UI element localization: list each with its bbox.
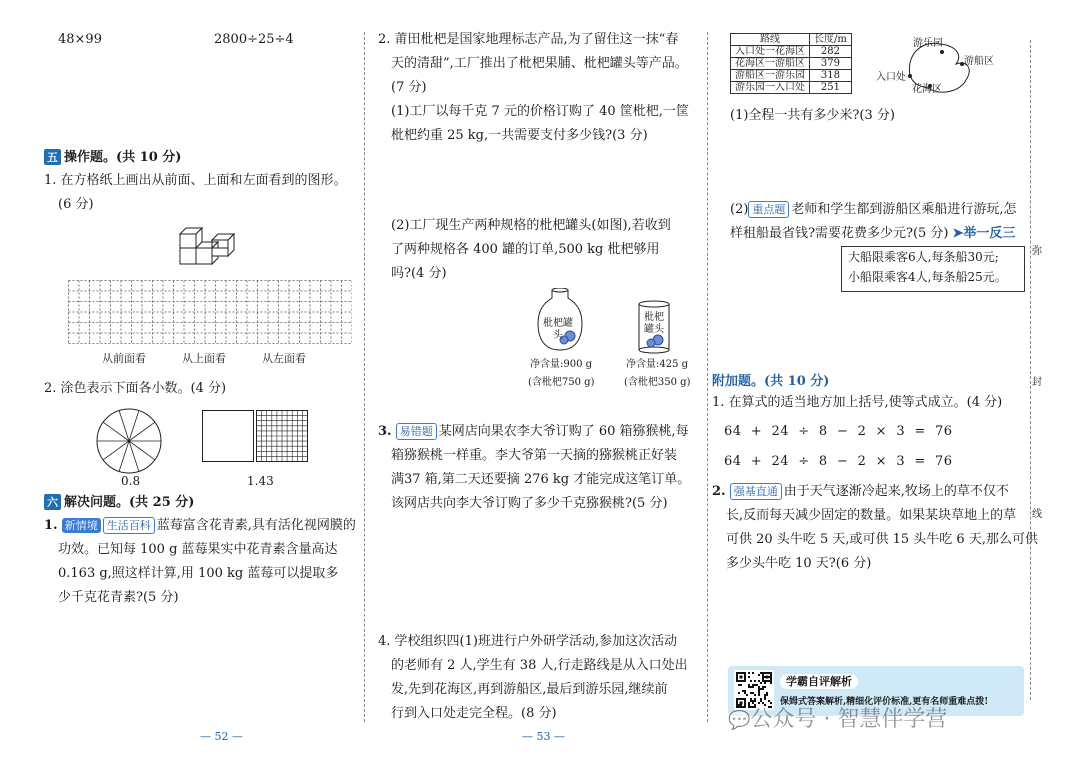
watermark-text: 公众号 · 智慧伴学营 [750,707,948,732]
grid-paper[interactable] [68,280,352,344]
page-number-middle: — 53 — [522,730,565,743]
jar-1-fruit: (含枇杷750 g) [528,377,595,388]
problem-text: 蓝莓富含花青素,具有活化视网膜的 [156,518,356,533]
extra-heading [712,370,829,389]
problem-text: 少千克花青素?(5 分) [58,590,179,605]
jar-2-fruit: (含枇杷350 g) [624,377,691,388]
table-row [731,58,852,70]
map-park-label: 游乐园 [913,38,943,49]
question-text: 老师和学生都到游船区乘船进行游玩,怎 [791,202,1017,217]
route-cell: 游乐园一入口处 [731,82,810,94]
problem-1-line: 1. 新情境 生活百科 蓝莓富含花青素,具有活化视网膜的 [44,518,356,533]
cube-figure [172,224,238,274]
length-cell: 251 [810,82,852,94]
problem-text: (2)工厂现生产两种规格的枇杷罐头(如图),若收到 [391,218,671,233]
top-expression-1: 48×99 [58,32,102,47]
section-5-heading [44,146,181,165]
jar-1-net: 净含量:900 g [530,359,593,370]
boat-big-price: 大船限乘客6人,每条船30元; [848,250,999,264]
decimal-value-2: 1.43 [247,474,274,488]
question-text: (1)全程一共有多少米?(3 分) [730,108,895,123]
question-text: 长,反而每天减少固定的数量。如果某块草地上的草 [726,508,1017,523]
question-text: 多少头牛吃 10 天?(6 分) [726,556,872,571]
length-cell: 379 [810,58,852,70]
problem-text: 箱猕猴桃一样重。李大爷第一天摘的猕猴桃正好装 [391,448,678,463]
question-2-line: (2) 重点题 老师和学生都到游船区乘船进行游玩,怎 [730,202,1017,217]
tag-new-context: 新情境 [62,518,101,533]
margin-char: 弥 [1032,246,1042,257]
question-text: (6 分) [58,197,94,212]
decimal-grid-100[interactable] [256,410,308,462]
tag-life-encyclopedia: 生活百科 [103,517,155,534]
extra-title: 附加题。(共 10 分) [712,374,830,389]
question-text: 1. 在算式的适当地方加上括号,使等式成立。(4 分) [712,395,1003,410]
equation-1[interactable]: 64 + 24 ÷ 8 − 2 × 3 = 76 [724,424,953,439]
section-title: 解决问题。(共 25 分) [64,495,195,510]
decimal-value-1: 0.8 [121,474,141,488]
question-text: 2. 涂色表示下面各小数。(4 分) [44,381,227,396]
table-row [731,82,852,94]
watermark [728,702,947,733]
problem-text: 功效。已知每 100 g 蓝莓果实中花青素含量高达 [58,542,338,557]
problem-text: 枇杷约重 25 kg,一共需要支付多少钱?(3 分) [391,128,648,143]
top-expression-2: 2800÷25÷4 [214,32,294,47]
route-cell: 花海区一游船区 [731,58,810,70]
question-2-line-2 [730,224,1015,244]
left-view-label: 从左面看 [262,352,306,365]
jar-1-label: 枇杷罐头 [543,318,573,341]
banner-text: 保姆式答案解析,精细化评价标准,更有名师重难点拨! [780,697,989,707]
question-text: 由于天气逐渐冷起来,牧场上的草不仅不 [783,484,1009,499]
table-header: 长度/m [810,34,852,46]
margin-char: 线 [1032,509,1042,520]
problem-text: 了两种规格各 400 罐的订单,500 kg 枇杷够用 [391,242,660,257]
map-flower-label: 花海区 [912,84,942,95]
problem-text: 某网店向果农李大爷订购了 60 箱猕猴桃,每 [438,424,689,439]
problem-text: 的老师有 2 人,学生有 38 人,行走路线是从入口处出 [391,658,688,673]
table-row [731,70,852,82]
problem-text: 0.163 g,照这样计算,用 100 kg 蓝莓可以提取多 [58,566,339,581]
table-header: 路线 [731,34,810,46]
route-table [730,33,852,94]
banner-title: 学霸自评解析 [780,674,858,689]
front-view-label: 从前面看 [102,352,146,365]
jar-2-net: 净含量:425 g [626,359,689,370]
problem-text: 吗?(4 分) [391,266,447,281]
tag-key-problem: 重点题 [748,201,789,218]
top-view-label: 从上面看 [182,352,226,365]
problem-text: 该网店共向李大爷订购了多少千克猕猴桃?(5 分) [391,496,668,511]
route-cell: 入口处一花海区 [731,46,810,58]
question-text: 样租船最省钱?需要花费多少元?(5 分) [730,226,949,241]
tag-strong-base: 强基直通 [730,483,782,500]
section-6-heading [44,491,194,510]
problem-text: 行到入口处走完全程。(8 分) [391,706,557,721]
problem-text: (1)工厂以每千克 7 元的价格订购了 40 筐枇杷,一筐 [391,104,689,119]
section-number: 五 [44,149,61,165]
decimal-circle[interactable] [96,408,162,474]
question-text: 可供 20 头牛吃 5 天,或可供 15 头牛吃 6 天,那么可供 [726,532,1038,547]
practice-link[interactable]: ➤举一反三 [952,226,1016,241]
section-number: 六 [44,494,61,510]
equation-2[interactable]: 64 + 24 ÷ 8 − 2 × 3 = 76 [724,454,953,469]
problem-text: 2. 莆田枇杷是国家地理标志产品,为了留住这一抹“春 [378,32,679,47]
question-text: 1. 在方格纸上画出从前面、上面和左面看到的图形。 [44,173,347,188]
length-cell: 282 [810,46,852,58]
map-boat-label: 游船区 [964,56,994,67]
boat-price-box [841,246,1025,292]
problem-text: 发,先到花海区,再到游船区,最后到游乐园,继续前 [391,682,668,697]
problem-text: 天的清甜”,工厂推出了枇杷果脯、枇杷罐头等产品。 [391,56,688,71]
jar-2-label: 枇杷罐头 [644,312,664,335]
table-row [731,46,852,58]
decimal-square[interactable] [202,410,254,462]
wechat-icon: 💬 [728,710,751,731]
map-entry-label: 入口处 [876,72,906,83]
tag-error-prone: 易错题 [396,423,437,440]
page-number-left: — 52 — [200,730,243,743]
problem-3-line: 3. 易错题 某网店向果农李大爷订购了 60 箱猕猴桃,每 [378,424,689,439]
extra-2-line: 2. 强基直通 由于天气逐渐冷起来,牧场上的草不仅不 [712,484,1009,499]
route-cell: 游船区一游乐园 [731,70,810,82]
section-title: 操作题。(共 10 分) [64,150,182,165]
problem-text: (7 分) [391,80,427,95]
margin-char: 封 [1032,377,1042,388]
boat-small-price: 小船限乘客4人,每条船25元。 [848,270,1007,284]
length-cell: 318 [810,70,852,82]
problem-text: 4. 学校组织四(1)班进行户外研学活动,参加这次活动 [378,634,678,649]
problem-text: 满37 箱,第二天还要摘 276 kg 才能完成这笔订单。 [391,472,691,487]
